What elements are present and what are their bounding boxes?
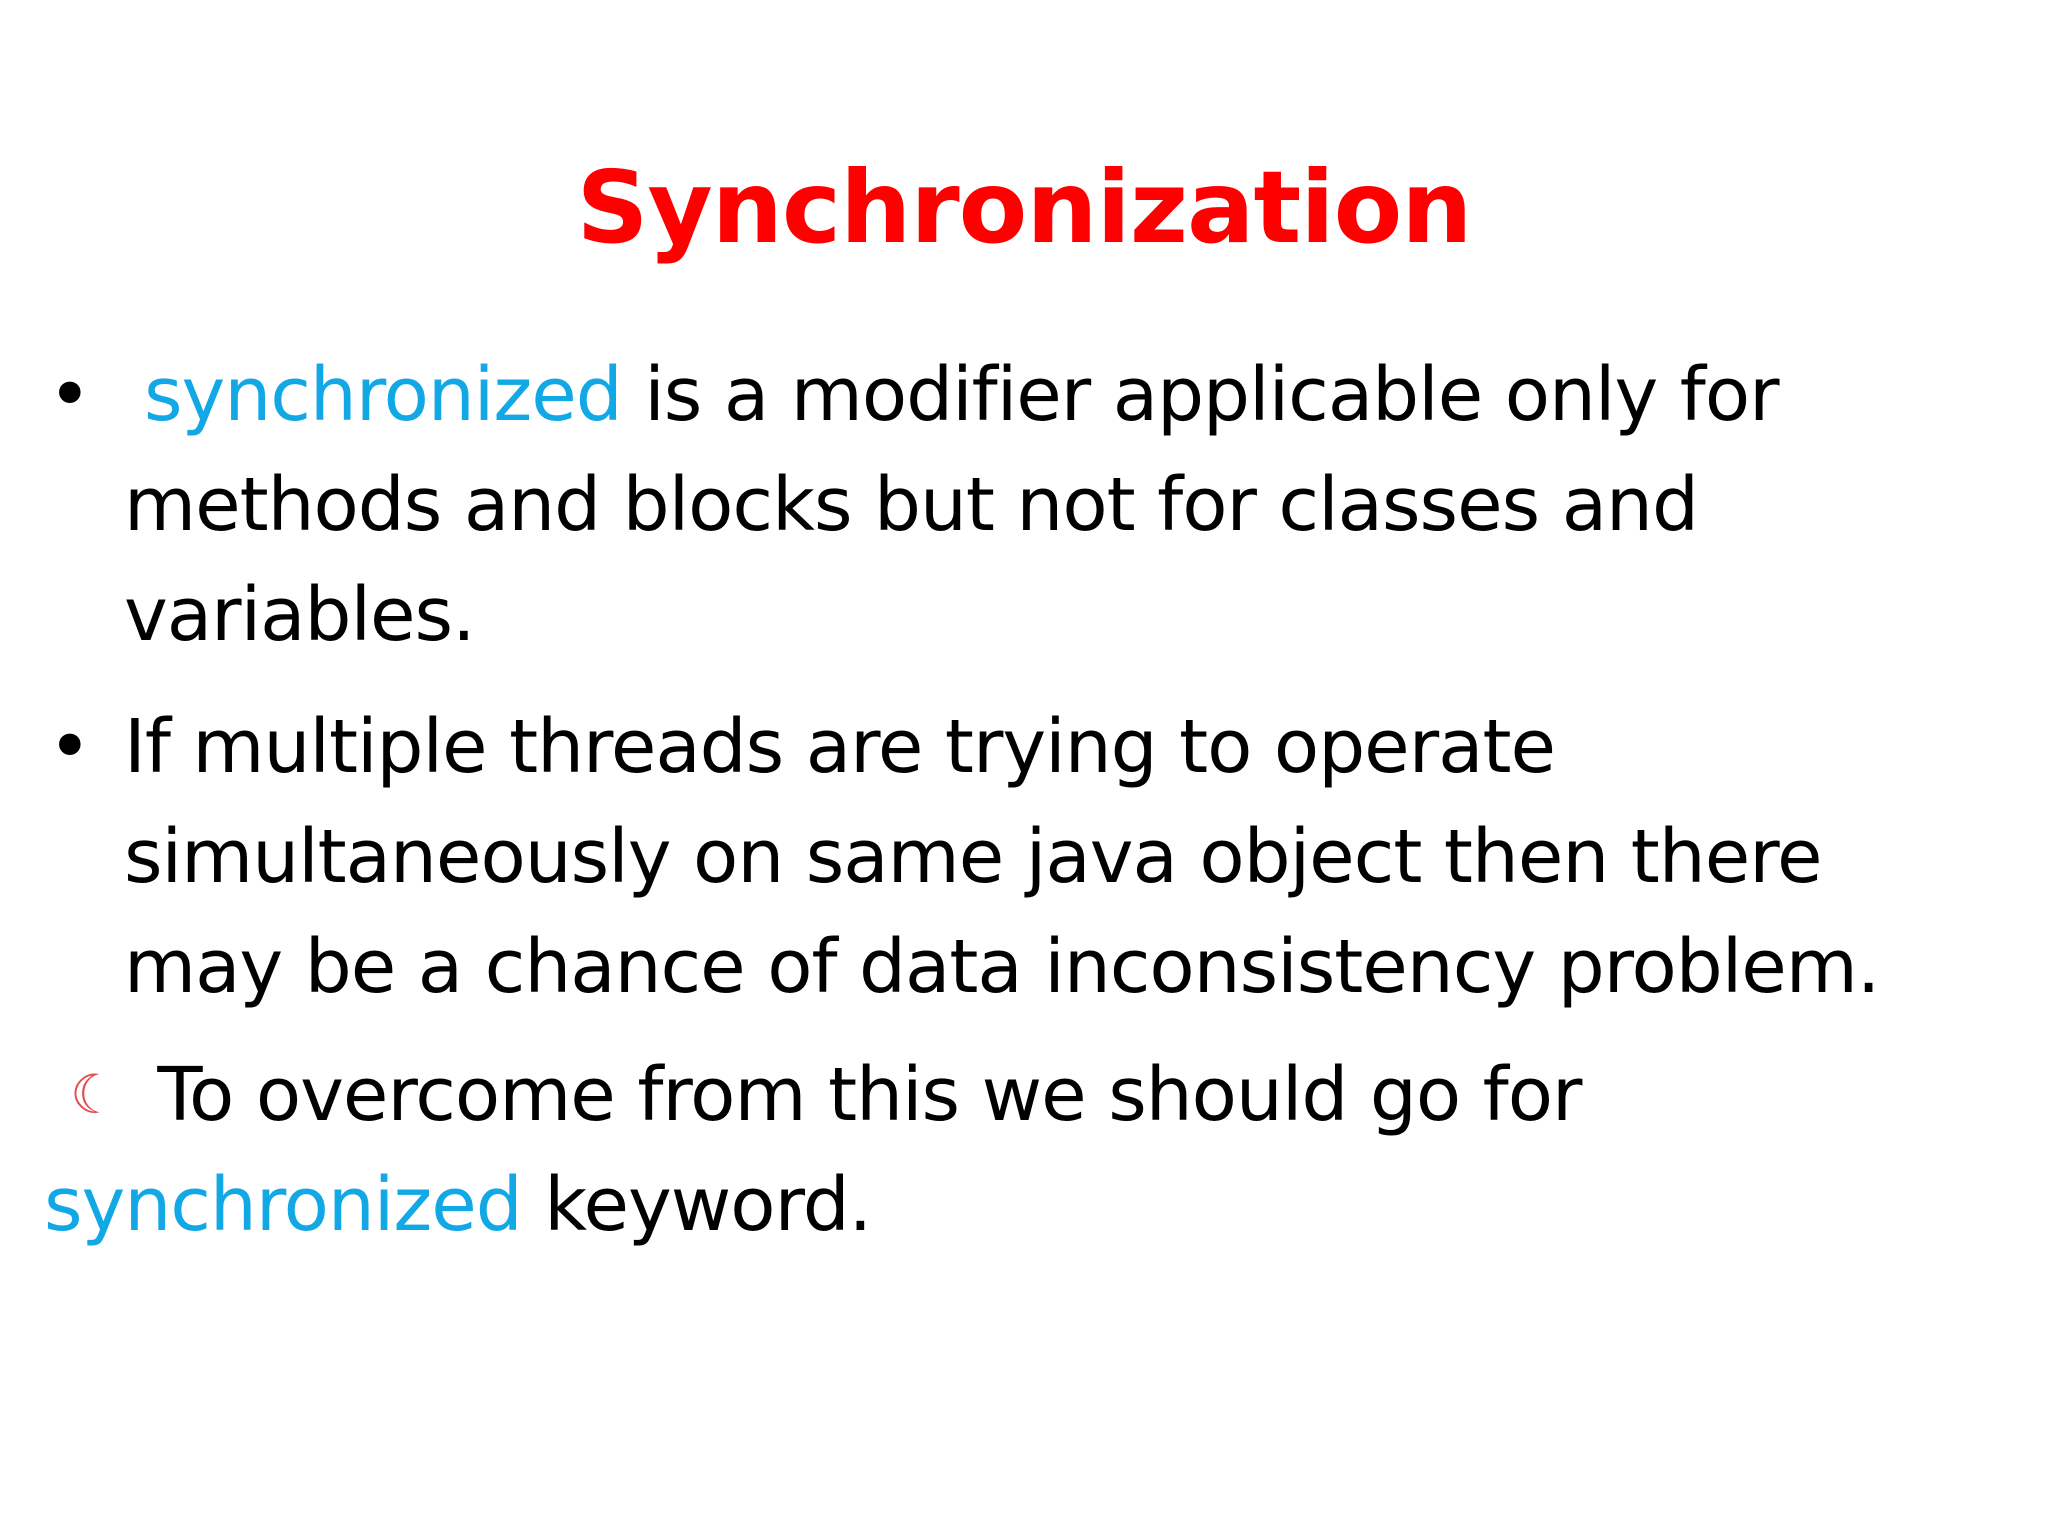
- bullet-item-multiple-threads: [48, 692, 1994, 1022]
- bullet-item-synchronized-modifier: [48, 340, 1994, 670]
- conclusion-line: [44, 1040, 1994, 1260]
- conclusion-text-end: keyword.: [521, 1162, 872, 1248]
- keyword-synchronized: synchronized: [144, 352, 622, 438]
- conclusion-text: To overcome from this we should go for: [157, 1052, 1582, 1138]
- keyword-synchronized: synchronized: [44, 1162, 522, 1248]
- bullet-marker: •: [48, 352, 91, 438]
- slide-title: Synchronization: [576, 149, 1472, 266]
- bullet-text: If multiple threads are trying to operate simultaneously on same java object then there may be a chance of data inconsistency problem.: [124, 704, 1880, 1010]
- bullet-marker: •: [48, 704, 91, 790]
- bullet-text: is a modifier applicable only for methods and blocks but not for classes and variables.: [124, 352, 1779, 658]
- moon-icon: ☾: [70, 1063, 118, 1126]
